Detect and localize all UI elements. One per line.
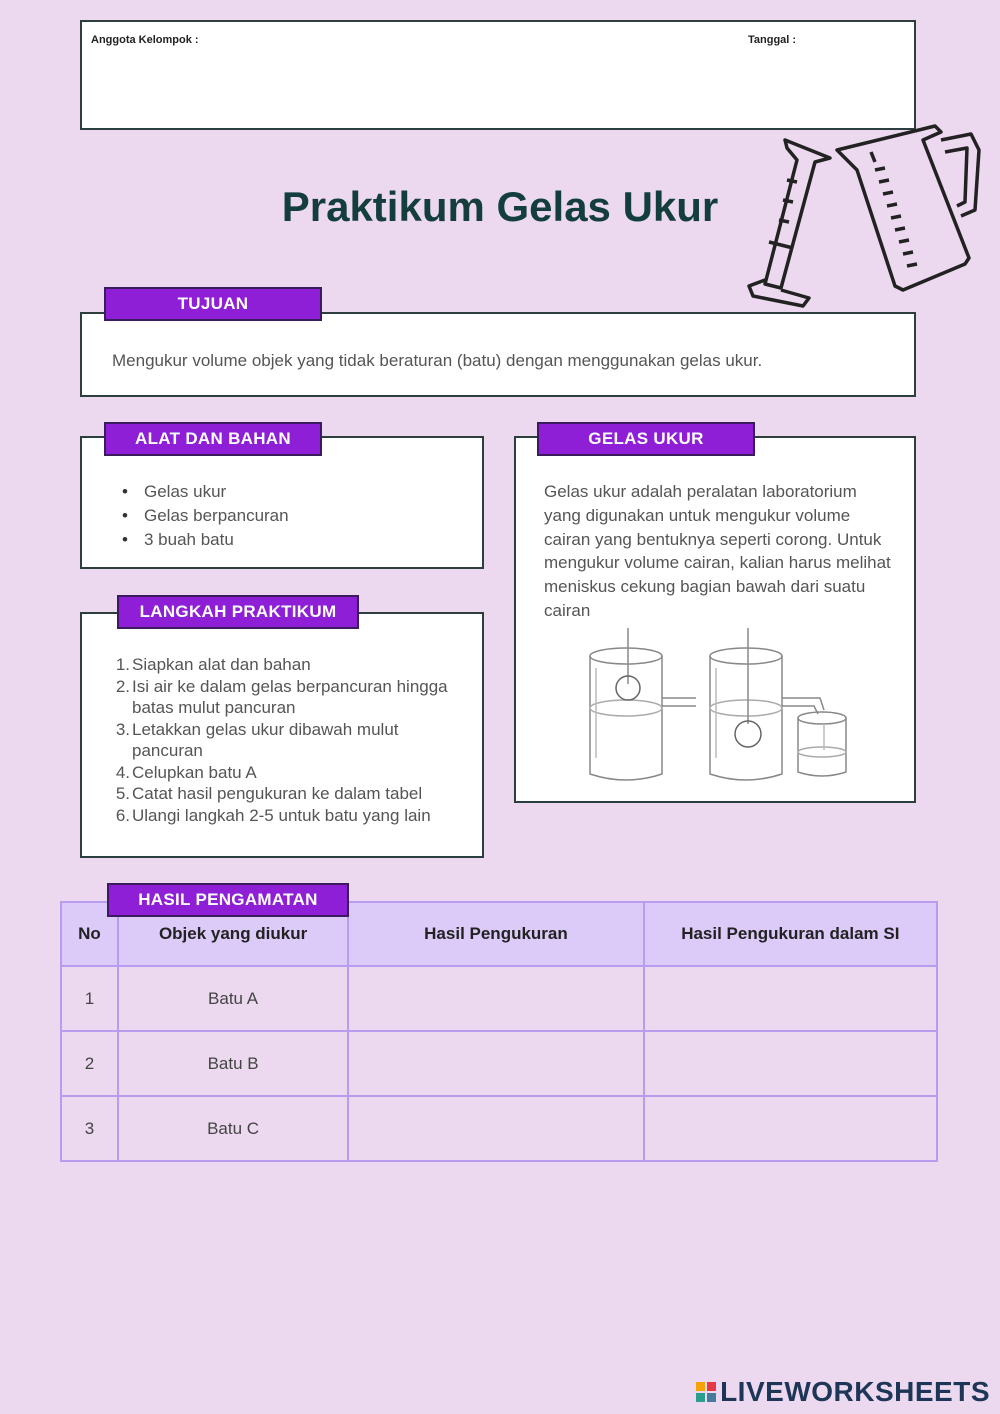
group-info-box [80, 20, 916, 130]
si-input-cell[interactable] [644, 1096, 937, 1161]
date-label: Tanggal : [748, 34, 797, 46]
result-input-cell[interactable] [348, 1096, 643, 1161]
objective-box [80, 312, 916, 397]
measuring-cylinder-icon [745, 120, 985, 310]
liveworksheets-logo [696, 1376, 990, 1408]
col-si-header: Hasil Pengukuran dalam SI [644, 902, 937, 966]
page-title: Praktikum Gelas Ukur [281, 183, 719, 230]
list-item: 3. Letakkan gelas ukur dibawah mulut pancuran [115, 719, 399, 760]
logo-grid-icon [696, 1382, 716, 1402]
list-item: 6. Ulangi langkah 2-5 untuk batu yang lain [115, 805, 431, 825]
displacement-diagram-icon [586, 628, 856, 788]
col-result-header: Hasil Pengukuran [348, 902, 643, 966]
table-row [61, 1031, 937, 1096]
col-object-header: Objek yang diukur [118, 902, 348, 966]
measuring-glass-tag: GELAS UKUR [537, 422, 755, 456]
measuring-glass-text: Gelas ukur adalah peralatan laboratorium yang digunakan untuk mengukur volume cairan yang bentuknya seperti corong. Untuk mengukur volume cairan, kalian harus melihat meniskus cekung bagian bawah dari suatu cairan [544, 482, 891, 620]
object-cell: Batu A [118, 966, 348, 1031]
result-input-cell[interactable] [348, 1031, 643, 1096]
col-no-header: No [61, 902, 118, 966]
row-number: 3 [61, 1096, 118, 1161]
list-item: 2. Isi air ke dalam gelas berpancuran hingga batas mulut pancuran [115, 676, 448, 717]
list-item: • 3 buah batu [122, 528, 289, 552]
observation-table [60, 901, 938, 1162]
list-item: 5. Catat hasil pengukuran ke dalam tabel [115, 784, 423, 803]
table-row [61, 966, 937, 1031]
object-cell: Batu C [118, 1096, 348, 1161]
procedure-tag: LANGKAH PRAKTIKUM [117, 595, 359, 629]
si-input-cell[interactable] [644, 1031, 937, 1096]
procedure-box [80, 612, 484, 858]
list-item: • Gelas ukur [122, 480, 289, 504]
measuring-glass-box [514, 436, 916, 803]
procedure-list [112, 654, 462, 826]
materials-list [122, 480, 289, 552]
si-input-cell[interactable] [644, 966, 937, 1031]
logo-text: LIVEWORKSHEETS [720, 1376, 990, 1407]
observation-tag: HASIL PENGAMATAN [107, 883, 349, 917]
object-cell: Batu B [118, 1031, 348, 1096]
row-number: 1 [61, 966, 118, 1031]
result-input-cell[interactable] [348, 966, 643, 1031]
list-item: 1. Siapkan alat dan bahan [115, 655, 311, 674]
members-label: Anggota Kelompok : [91, 34, 199, 46]
list-item: 4. Celupkan batu A [115, 762, 257, 782]
list-item: • Gelas berpancuran [122, 504, 289, 528]
objective-text: Mengukur volume objek yang tidak beraturan (batu) dengan menggunakan gelas ukur. [112, 351, 763, 370]
objective-tag: TUJUAN [104, 287, 322, 321]
materials-tag: ALAT DAN BAHAN [104, 422, 322, 456]
row-number: 2 [61, 1031, 118, 1096]
table-row [61, 1096, 937, 1161]
